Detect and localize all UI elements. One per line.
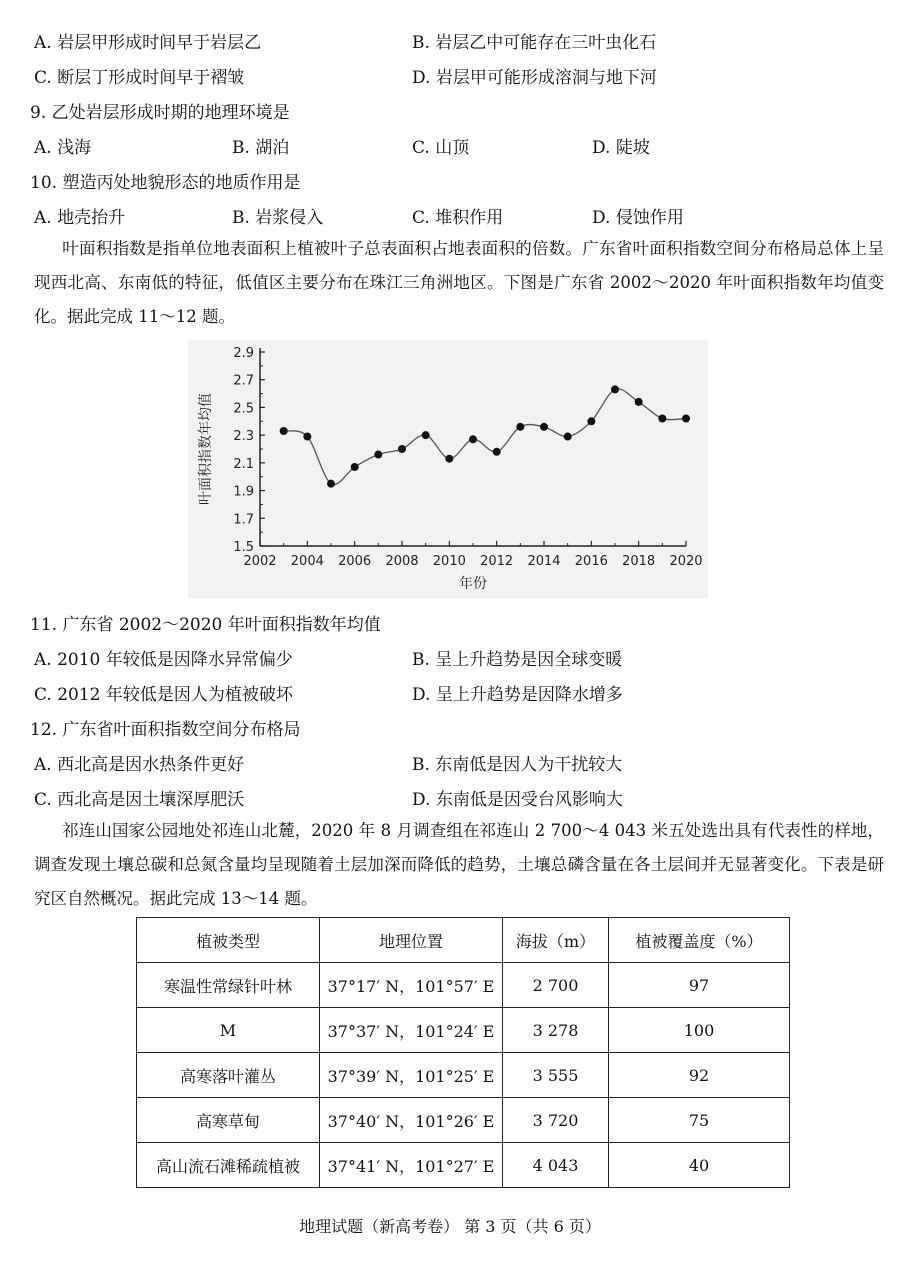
x-tick-label: 2018 — [622, 554, 656, 569]
y-axis-title: 叶面积指数年均值 — [198, 393, 214, 505]
q9-stem: 9. 乙处岩层形成时期的地理环境是 — [30, 103, 290, 123]
cell-coverage: 40 — [609, 1143, 790, 1188]
x-tick-label: 2014 — [527, 554, 561, 569]
data-point — [469, 435, 477, 443]
cell-coverage: 75 — [609, 1098, 790, 1143]
q9-option-c: C. 山顶 — [412, 138, 470, 158]
q8-option-a: A. 岩层甲形成时间早于岩层乙 — [34, 33, 262, 53]
q11-option-c: C. 2012 年较低是因人为植被破坏 — [34, 685, 293, 705]
series-line — [284, 389, 686, 485]
header-vegetation-type: 植被类型 — [137, 918, 320, 963]
cell-altitude: 3 278 — [503, 1008, 609, 1053]
data-point — [516, 423, 524, 431]
cell-vegetation-type: 高寒落叶灌丛 — [137, 1053, 320, 1098]
q12-option-d: D. 东南低是因受台风影响大 — [412, 790, 623, 810]
y-tick-label: 1.9 — [233, 484, 254, 500]
x-tick-label: 2016 — [574, 554, 608, 569]
q10-option-d: D. 侵蚀作用 — [592, 208, 684, 228]
y-tick-label: 1.7 — [233, 512, 254, 528]
data-point — [682, 415, 690, 423]
table-row — [137, 1008, 790, 1053]
y-tick-label: 2.5 — [233, 401, 254, 417]
x-tick-label: 2020 — [669, 554, 703, 569]
x-tick-label: 2002 — [243, 554, 277, 569]
cell-location: 37°41′ N，101°27′ E — [320, 1143, 503, 1188]
q10-option-a: A. 地壳抬升 — [34, 208, 126, 228]
passage-qilian-mountains — [34, 814, 884, 916]
passage-qilian-mountains-text: 祁连山国家公园地处祁连山北麓，2020 年 8 月调查组在祁连山 2 700～4 043 米五处选出具有代表性的样地，调查发现土壤总碳和总氮含量均呈现随着土层加深而降低的趋势，土壤总磷含量在各土层间并无显著变化。下表是研究区自然概况。据此完成 13～14 题。 — [34, 821, 884, 908]
q12-option-c: C. 西北高是因土壤深厚肥沃 — [34, 790, 245, 810]
table-row — [137, 1143, 790, 1188]
cell-coverage: 97 — [609, 963, 790, 1008]
cell-vegetation-type: M — [137, 1008, 320, 1053]
x-tick-label: 2010 — [432, 554, 466, 569]
cell-vegetation-type: 高山流石滩稀疏植被 — [137, 1143, 320, 1188]
data-point — [564, 433, 572, 441]
cell-altitude: 3 720 — [503, 1098, 609, 1143]
q8-option-c: C. 断层丁形成时间早于褶皱 — [34, 68, 245, 88]
q10-stem: 10. 塑造丙处地貌形态的地质作用是 — [30, 173, 301, 193]
q12-option-b: B. 东南低是因人为干扰较大 — [412, 755, 623, 775]
header-location: 地理位置 — [320, 918, 503, 963]
header-altitude: 海拔（m） — [503, 918, 609, 963]
y-tick-label: 1.5 — [233, 540, 254, 555]
data-point — [445, 455, 453, 463]
y-tick-label: 2.1 — [233, 456, 254, 472]
q11-option-d: D. 呈上升趋势是因降水增多 — [412, 685, 623, 705]
q11-stem: 11. 广东省 2002～2020 年叶面积指数年均值 — [30, 615, 381, 635]
q10-option-c: C. 堆积作用 — [412, 208, 504, 228]
table-row — [137, 1098, 790, 1143]
q9-option-b: B. 湖泊 — [232, 138, 290, 158]
q9-option-d: D. 陡坡 — [592, 138, 650, 158]
q11-option-b: B. 呈上升趋势是因全球变暖 — [412, 650, 623, 670]
data-point — [493, 448, 501, 456]
data-point — [540, 423, 548, 431]
cell-vegetation-type: 高寒草甸 — [137, 1098, 320, 1143]
x-tick-label: 2008 — [385, 554, 419, 569]
cell-location: 37°17′ N，101°57′ E — [320, 963, 503, 1008]
page-footer: 地理试题（新高考卷） 第 3 页（共 6 页） — [299, 1217, 601, 1236]
table-row — [137, 1053, 790, 1098]
cell-coverage: 100 — [609, 1008, 790, 1053]
data-point — [422, 431, 430, 439]
data-point — [587, 417, 595, 425]
x-axis-title: 年份 — [459, 576, 487, 592]
vegetation-table — [136, 917, 790, 1188]
q9-option-a: A. 浅海 — [34, 138, 92, 158]
cell-location: 37°40′ N，101°26′ E — [320, 1098, 503, 1143]
cell-altitude: 4 043 — [503, 1143, 609, 1188]
cell-location: 37°39′ N，101°25′ E — [320, 1053, 503, 1098]
passage-leaf-area-index-text: 叶面积指数是指单位地表面积上植被叶子总表面积占地表面积的倍数。广东省叶面积指数空间分布格局总体上呈现西北高、东南低的特征，低值区主要分布在珠江三角洲地区。下图是广东省 2002～2020 年叶面积指数年均值变化。据此完成 11～12 题。 — [34, 239, 884, 326]
cell-altitude: 2 700 — [503, 963, 609, 1008]
cell-coverage: 92 — [609, 1053, 790, 1098]
x-tick-label: 2012 — [480, 554, 514, 569]
data-point — [303, 433, 311, 441]
x-tick-label: 2006 — [338, 554, 372, 569]
table-row — [137, 963, 790, 1008]
data-point — [280, 427, 288, 435]
q10-option-b: B. 岩浆侵入 — [232, 208, 324, 228]
y-tick-label: 2.7 — [233, 373, 254, 389]
data-point — [327, 480, 335, 488]
y-tick-label: 2.3 — [233, 429, 254, 445]
cell-location: 37°37′ N，101°24′ E — [320, 1008, 503, 1053]
data-point — [398, 445, 406, 453]
q8-option-d: D. 岩层甲可能形成溶洞与地下河 — [412, 68, 657, 88]
leaf-area-index-chart — [188, 340, 708, 598]
table-header-row — [137, 918, 790, 963]
data-point — [611, 385, 619, 393]
passage-leaf-area-index — [34, 232, 884, 334]
data-point — [635, 398, 643, 406]
data-point — [374, 451, 382, 459]
cell-altitude: 3 555 — [503, 1053, 609, 1098]
chart-svg — [188, 340, 708, 598]
y-tick-label: 2.9 — [233, 346, 254, 361]
header-coverage: 植被覆盖度（%） — [609, 918, 790, 963]
x-tick-label: 2004 — [290, 554, 324, 569]
q8-option-b: B. 岩层乙中可能存在三叶虫化石 — [412, 33, 657, 53]
q11-option-a: A. 2010 年较低是因降水异常偏少 — [34, 650, 293, 670]
q12-stem: 12. 广东省叶面积指数空间分布格局 — [30, 720, 301, 740]
q12-option-a: A. 西北高是因水热条件更好 — [34, 755, 245, 775]
data-point — [658, 415, 666, 423]
data-point — [351, 463, 359, 471]
cell-vegetation-type: 寒温性常绿针叶林 — [137, 963, 320, 1008]
